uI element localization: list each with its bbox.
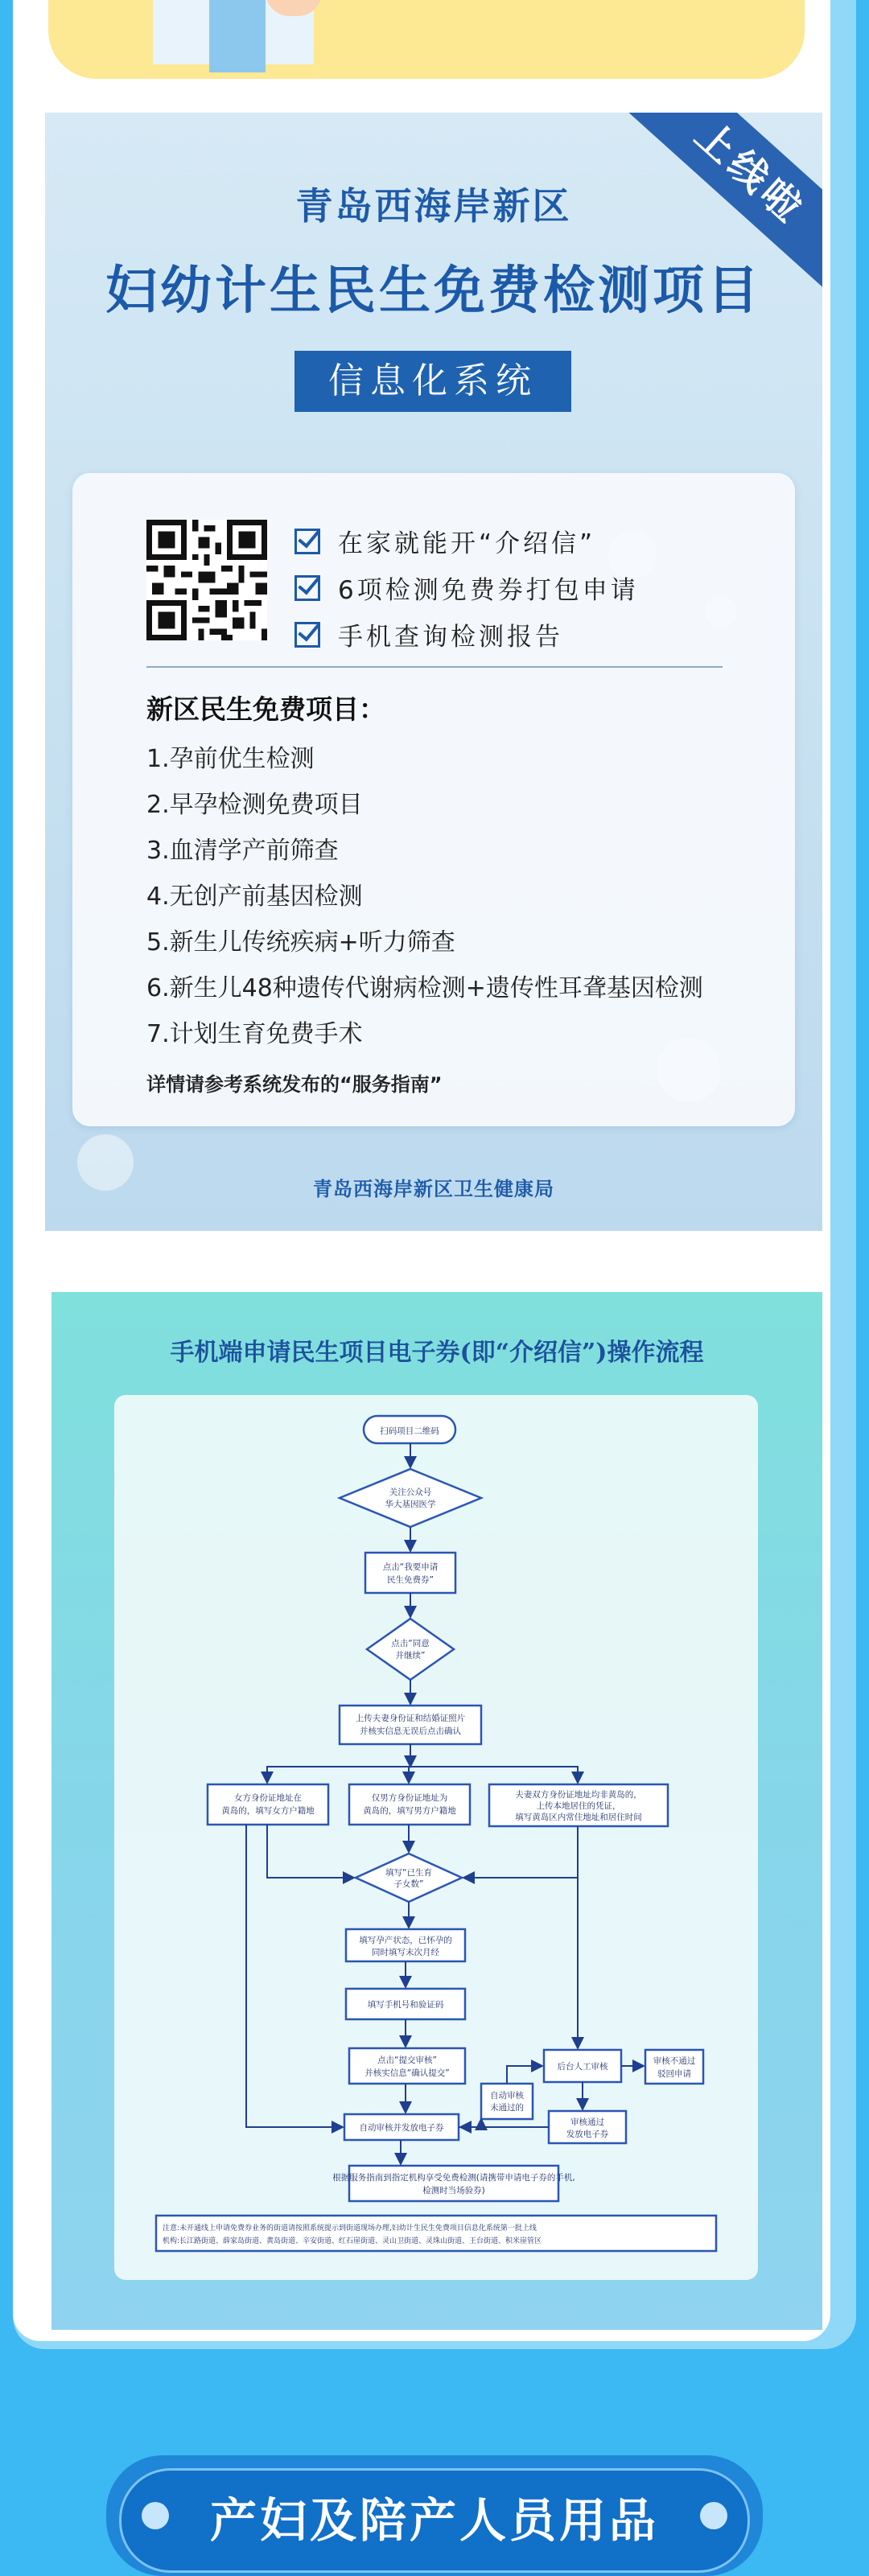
flow-title: 手机端申请民生项目电子券(即“介绍信”)操作流程: [170, 1339, 704, 1367]
flow-note-line: 机构:长江路街道、薛家岛街道、黄岛街道、辛安街道、红石崖街道、灵山卫街道、灵珠山街道、王台街道、积米崖管区: [163, 2237, 542, 2245]
application-flow-poster: [51, 1292, 822, 2330]
flow-node-children: [356, 1854, 462, 1902]
flow-node-agree: [367, 1619, 454, 1680]
project-item: 7.计划生育免费手术: [146, 1020, 363, 1048]
project-item: 1.孕前优生检测: [146, 745, 315, 773]
top-card: [48, 0, 805, 79]
flow-label: 黄岛的，填写男方户籍地: [363, 1806, 456, 1816]
system-badge: 信息化系统: [294, 351, 571, 412]
checkbox-icon: [294, 622, 320, 648]
flow-node-follow: [340, 1469, 481, 1527]
flow-label: 自动审核: [490, 2091, 524, 2101]
service-guide-note: 详情请参考系统发布的“服务指南”: [146, 1073, 443, 1096]
flow-label: 子女数”: [393, 1879, 424, 1889]
flow-node-auto-fail: [481, 2084, 533, 2119]
flow-label: 未通过的: [490, 2103, 524, 2113]
launch-corner-badge: 上线啦: [618, 113, 822, 297]
flow-label: 并继续”: [395, 1651, 426, 1660]
flow-label: 并核实信息“确认提交”: [364, 2068, 450, 2078]
flow-label: 填写手机号和验证码: [367, 2000, 444, 2010]
project-item: 3.血清学产前筛查: [146, 837, 339, 865]
flow-node-apply: [365, 1553, 455, 1593]
flow-label: 同时填写末次月经: [372, 1948, 439, 1957]
flow-label: 发放电子券: [566, 2130, 609, 2139]
flow-label: 驳回申请: [657, 2069, 691, 2079]
flow-label: 民生免费券”: [387, 1575, 434, 1585]
flow-label: 仅男方身份证地址为: [371, 1793, 448, 1803]
system-launch-poster: [45, 113, 822, 1231]
project-item: 2.早孕检测免费项目: [146, 791, 363, 819]
project-item: 6.新生儿48种遗传代谢病检测+遗传性耳聋基因检测: [146, 974, 703, 1002]
qr-code-icon[interactable]: [146, 520, 267, 640]
flow-note-box: [156, 2216, 716, 2251]
flow-label: 填写孕产状态，已怀孕的: [359, 1936, 452, 1945]
flow-label: 点击“提交审核”: [377, 2055, 437, 2065]
flow-label: 上传本地居住的凭证，: [536, 1801, 621, 1811]
project-item: 4.无创产前基因检测: [146, 883, 363, 911]
flow-label: 填写黄岛区内常住地址和居住时间: [515, 1813, 642, 1822]
feature-item: 6项检测免费券打包申请: [294, 570, 639, 606]
poster-subtitle: 青岛西海岸新区: [295, 184, 572, 228]
project-item: 5.新生儿传统疾病+听力筛查: [146, 928, 455, 957]
flow-label: 检测时当场验券): [422, 2186, 485, 2195]
divider: [146, 666, 723, 668]
flowchart: [114, 1395, 758, 2280]
flow-label: 黄岛的，填写女方户籍地: [221, 1806, 315, 1816]
flow-node-submit: [349, 2048, 465, 2084]
flow-node-service: [349, 2166, 558, 2201]
project-list-title: 新区民生免费项目：: [146, 693, 385, 725]
flow-label: 审核通过: [570, 2117, 604, 2127]
flow-node-upload: [340, 1706, 481, 1744]
flow-label: 夫妻双方身份证地址均非黄岛的，: [515, 1790, 642, 1800]
checkbox-icon: [294, 529, 320, 554]
flow-label: 华大基因医学: [385, 1500, 436, 1509]
checkbox-icon: [294, 575, 320, 601]
flow-note-line: 注意:未开通线上申请免费券业务的街道请按照系统提示到街道现场办理,妇幼计生民生免费项目信息化系统第一批上线: [163, 2224, 537, 2232]
flow-label: 根据服务指南到指定机构享受免费检测(请携带申请电子券的手机,: [332, 2173, 575, 2183]
flow-label: 并核实信息无误后点击确认: [360, 1726, 461, 1736]
flow-label: 后台人工审核: [557, 2062, 608, 2072]
flow-node-branch-a: [208, 1784, 328, 1825]
info-card: [72, 473, 795, 1126]
flowchart-card: [114, 1395, 758, 2280]
flow-label: 填写“已生育: [385, 1868, 432, 1878]
flow-label: 点击“我要申请: [382, 1562, 439, 1572]
flow-label: 自动审核并发放电子券: [359, 2123, 444, 2133]
doctor-coat-illustration: [209, 0, 266, 72]
flow-label: 上传夫妻身份证和结婚证照片: [355, 1714, 466, 1723]
flow-label: 点击“同意: [391, 1639, 430, 1648]
flow-node-branch-b: [349, 1784, 470, 1825]
poster-title: 妇幼计生民生免费检测项目: [105, 261, 762, 321]
category-title: 产妇及陪产人员用品: [209, 2493, 659, 2548]
feature-item: 手机查询检测报告: [294, 616, 563, 652]
issuer-footer: 青岛西海岸新区卫生健康局: [313, 1178, 554, 1200]
flow-label: 关注公众号: [389, 1488, 432, 1497]
flow-label: 女方身份证地址在: [234, 1793, 302, 1803]
feature-item: 在家就能开“介绍信”: [294, 523, 595, 559]
flow-label: 扫码项目二维码: [380, 1426, 439, 1436]
flow-label: 审核不通过: [653, 2056, 696, 2066]
